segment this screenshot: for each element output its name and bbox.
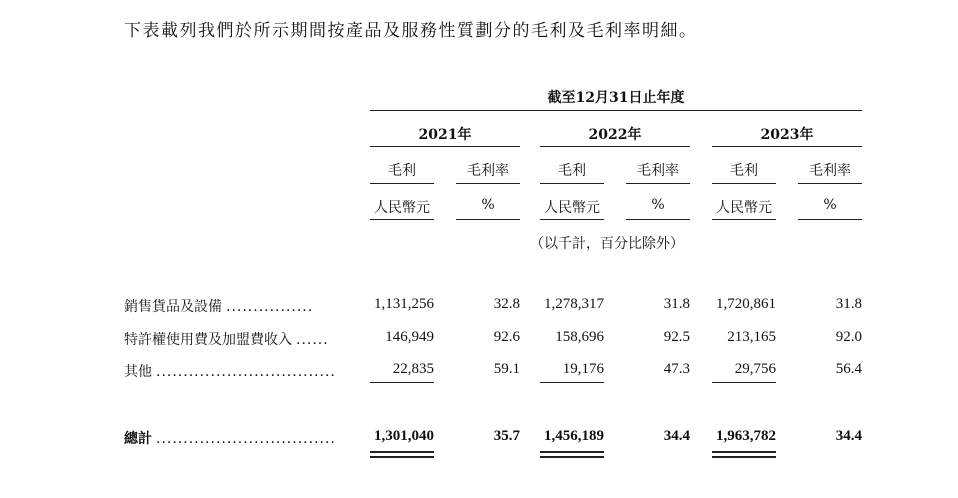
leader-dots: ......	[296, 332, 329, 348]
unit-profit-2023: 人民幣元	[716, 200, 772, 216]
total-rule	[540, 456, 604, 458]
sub-rule	[456, 183, 520, 184]
total-rule	[712, 451, 776, 453]
cell: 1,720,861	[716, 296, 776, 312]
total-cell: 34.4	[663, 428, 690, 444]
row-label-total	[124, 428, 350, 448]
unit-profit-2022: 人民幣元	[544, 200, 600, 216]
sub-rule	[798, 183, 862, 184]
subtotal-rule	[370, 382, 434, 383]
year-rule-2021	[370, 146, 520, 147]
total-rule	[540, 451, 604, 453]
col-margin-2022: 毛利率	[637, 163, 679, 179]
leader-dots: .................................	[156, 364, 336, 380]
unit-profit-2021: 人民幣元	[374, 200, 430, 216]
year-2023: 2023年	[760, 127, 814, 143]
year-rule-2023	[712, 146, 862, 147]
total-cell: 1,301,040	[374, 428, 434, 444]
sub-rule	[370, 183, 434, 184]
col-margin-2023: 毛利率	[809, 163, 851, 179]
sub-rule	[712, 183, 776, 184]
cell: 31.8	[835, 296, 862, 312]
total-rule	[370, 456, 434, 458]
cell: 146,949	[385, 329, 434, 345]
cell: 29,756	[734, 361, 776, 377]
total-cell: 35.7	[493, 428, 520, 444]
leader-dots: ................	[226, 299, 314, 315]
cell: 32.8	[493, 296, 520, 312]
cell: 56.4	[835, 361, 862, 377]
subtotal-rule	[540, 382, 604, 383]
leader-dots: .................................	[156, 431, 336, 447]
period-header: 截至12月31日止年度	[547, 90, 685, 106]
row-label-text: 特許權使用費及加盟費收入	[124, 332, 292, 348]
cell: 59.1	[493, 361, 520, 377]
cell: 92.5	[663, 329, 690, 345]
total-rule	[712, 456, 776, 458]
row-label-text: 銷售貨品及設備	[124, 299, 222, 315]
unit-rule	[712, 219, 776, 220]
cell: 158,696	[555, 329, 604, 345]
unit-rule	[456, 219, 520, 220]
intro-text: 下表載列我們於所示期間按產品及服務性質劃分的毛利及毛利率明細。	[124, 21, 698, 41]
unit-margin-2021: %	[481, 197, 495, 213]
unit-rule	[626, 219, 690, 220]
year-rule-2022	[540, 146, 690, 147]
total-cell: 34.4	[835, 428, 862, 444]
unit-rule	[540, 219, 604, 220]
year-2022: 2022年	[588, 127, 642, 143]
total-cell: 1,963,782	[716, 428, 776, 444]
row-label-text: 總計	[124, 431, 152, 447]
sub-rule	[540, 183, 604, 184]
total-cell: 1,456,189	[544, 428, 604, 444]
unit-note: （以千計，百分比除外）	[530, 236, 684, 252]
year-2021: 2021年	[418, 127, 472, 143]
cell: 1,131,256	[374, 296, 434, 312]
subtotal-rule	[712, 382, 776, 383]
col-margin-2021: 毛利率	[467, 163, 509, 179]
cell: 213,165	[727, 329, 776, 345]
cell: 1,278,317	[544, 296, 604, 312]
cell: 92.6	[493, 329, 520, 345]
unit-margin-2022: %	[651, 197, 665, 213]
cell: 31.8	[663, 296, 690, 312]
unit-rule	[370, 219, 434, 220]
cell: 22,835	[392, 361, 434, 377]
col-profit-2022: 毛利	[558, 163, 586, 179]
cell: 19,176	[562, 361, 604, 377]
row-label-others	[124, 361, 350, 381]
total-rule	[370, 451, 434, 453]
row-label-goods	[124, 296, 350, 316]
sub-rule	[626, 183, 690, 184]
unit-margin-2023: %	[823, 197, 837, 213]
unit-rule	[798, 219, 862, 220]
row-label-text: 其他	[124, 364, 152, 380]
period-rule	[370, 110, 862, 111]
col-profit-2021: 毛利	[388, 163, 416, 179]
col-profit-2023: 毛利	[730, 163, 758, 179]
row-label-royalty	[124, 329, 350, 349]
cell: 47.3	[663, 361, 690, 377]
cell: 92.0	[835, 329, 862, 345]
